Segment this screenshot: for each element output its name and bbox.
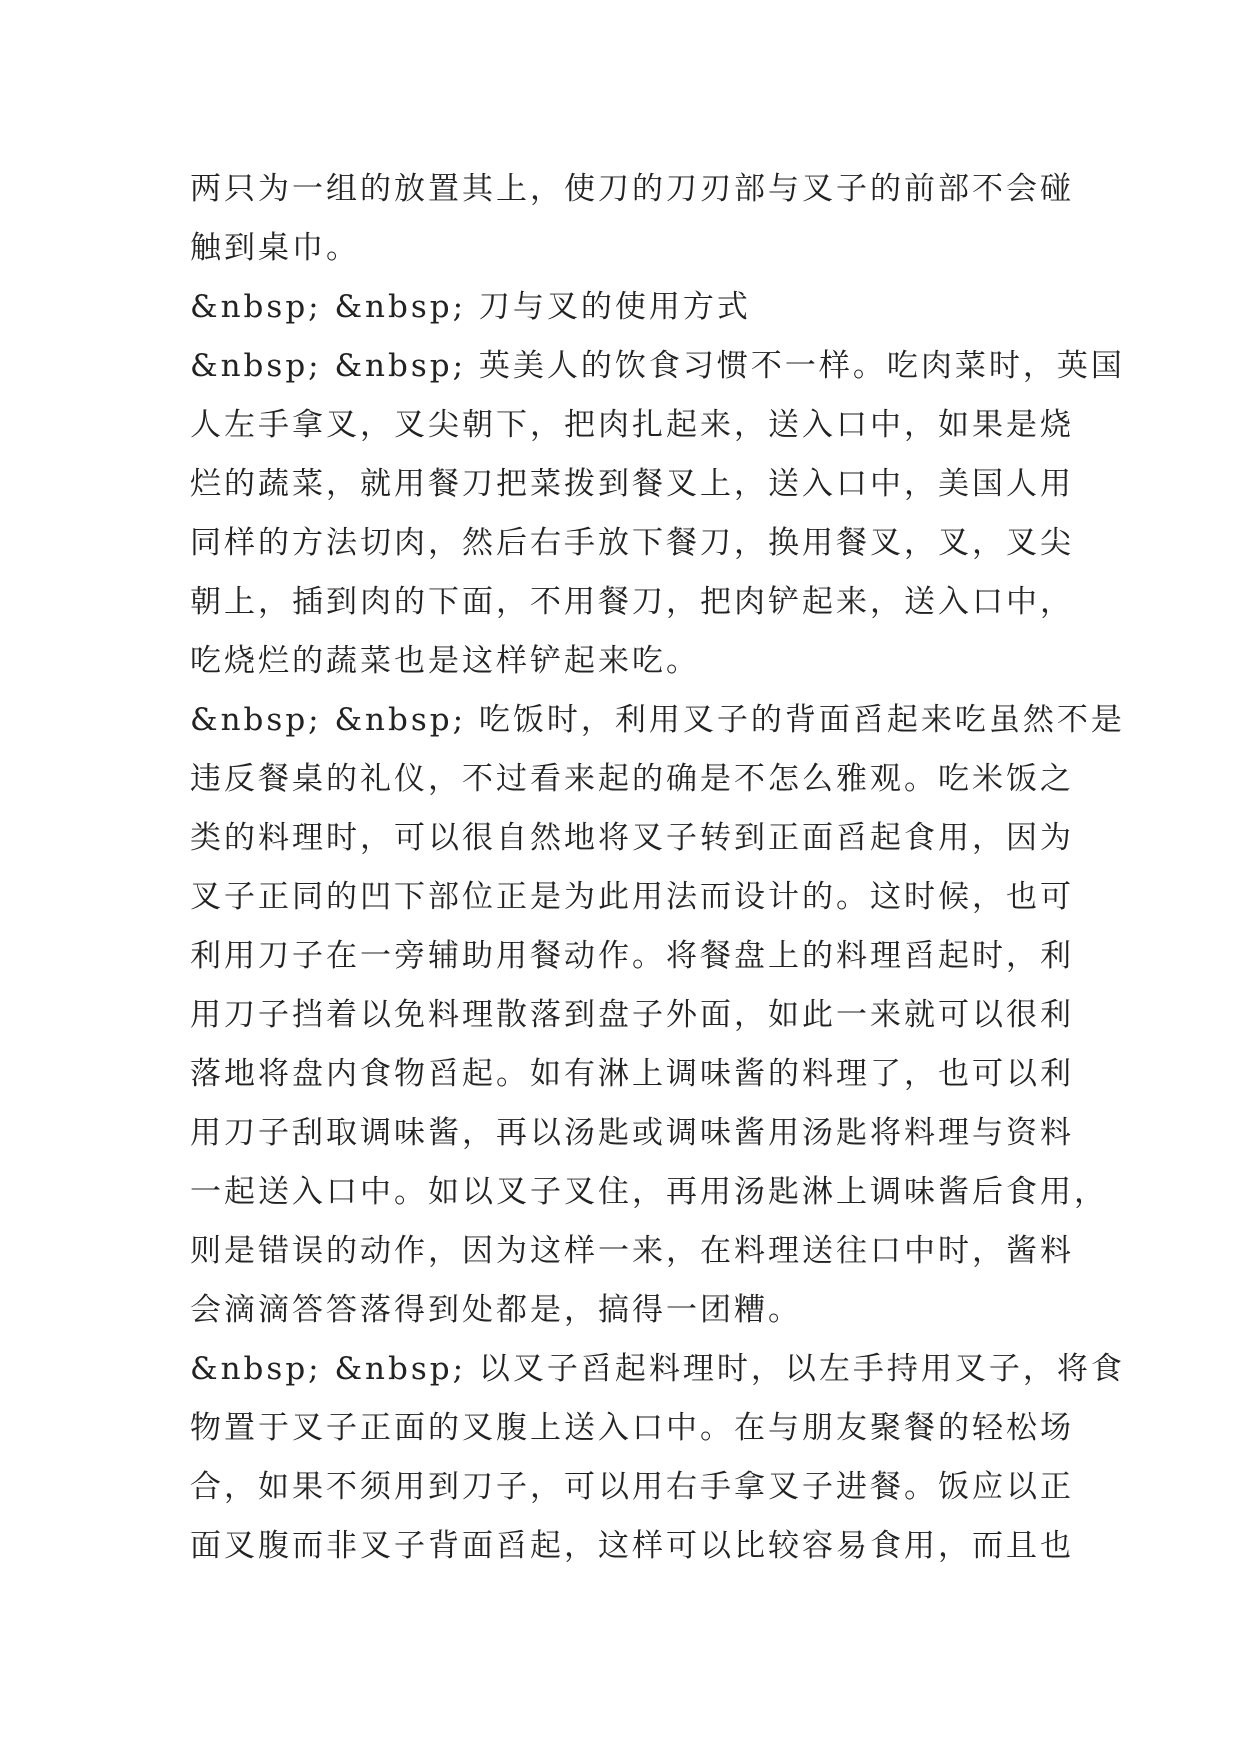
text-line: 违反餐桌的礼仪，不过看来起的确是不怎么雅观。吃米饭之 [190, 761, 1074, 797]
text-line: 用刀子挡着以免料理散落到盘子外面，如此一来就可以很利 [190, 997, 1074, 1033]
text-line: 吃烧烂的蔬菜也是这样铲起来吃。 [190, 643, 700, 679]
text-line: 物置于叉子正面的叉腹上送入口中。在与朋友聚餐的轻松场 [190, 1410, 1074, 1446]
text-line: 两只为一组的放置其上，使刀的刀刃部与叉子的前部不会碰 [190, 171, 1074, 207]
text-line: 触到桌巾。 [190, 230, 360, 266]
text-line: &nbsp; &nbsp; 吃饭时，利用叉子的背面舀起来吃虽然不是 [190, 702, 1125, 738]
section-heading: &nbsp; &nbsp; 刀与叉的使用方式 [190, 289, 751, 325]
text-line: 朝上，插到肉的下面，不用餐刀，把肉铲起来，送入口中， [190, 584, 1074, 620]
text-line: 人左手拿叉，叉尖朝下，把肉扎起来，送入口中，如果是烧 [190, 407, 1074, 443]
text-line: &nbsp; &nbsp; 英美人的饮食习惯不一样。吃肉菜时，英国 [190, 348, 1125, 384]
text-line: 面叉腹而非叉子背面舀起，这样可以比较容易食用，而且也 [190, 1528, 1074, 1564]
text-line: 则是错误的动作，因为这样一来，在料理送往口中时，酱料 [190, 1233, 1074, 1269]
text-line: 类的料理时，可以很自然地将叉子转到正面舀起食用，因为 [190, 820, 1074, 856]
text-line: &nbsp; &nbsp; 以叉子舀起料理时，以左手持用叉子，将食 [190, 1351, 1125, 1387]
text-line: 用刀子刮取调味酱，再以汤匙或调味酱用汤匙将料理与资料 [190, 1115, 1074, 1151]
text-line: 落地将盘内食物舀起。如有淋上调味酱的料理了，也可以利 [190, 1056, 1074, 1092]
text-line: 同样的方法切肉，然后右手放下餐刀，换用餐叉，叉，叉尖 [190, 525, 1074, 561]
text-line: 利用刀子在一旁辅助用餐动作。将餐盘上的料理舀起时，利 [190, 938, 1074, 974]
text-line: 叉子正同的凹下部位正是为此用法而设计的。这时候，也可 [190, 879, 1074, 915]
text-line: 烂的蔬菜，就用餐刀把菜拨到餐叉上，送入口中，美国人用 [190, 466, 1074, 502]
document-body [190, 160, 1125, 1576]
text-line: 合，如果不须用到刀子，可以用右手拿叉子进餐。饭应以正 [190, 1469, 1074, 1505]
text-line: 一起送入口中。如以叉子叉住，再用汤匙淋上调味酱后食用， [190, 1174, 1108, 1210]
text-line: 会滴滴答答落得到处都是，搞得一团糟。 [190, 1292, 802, 1328]
